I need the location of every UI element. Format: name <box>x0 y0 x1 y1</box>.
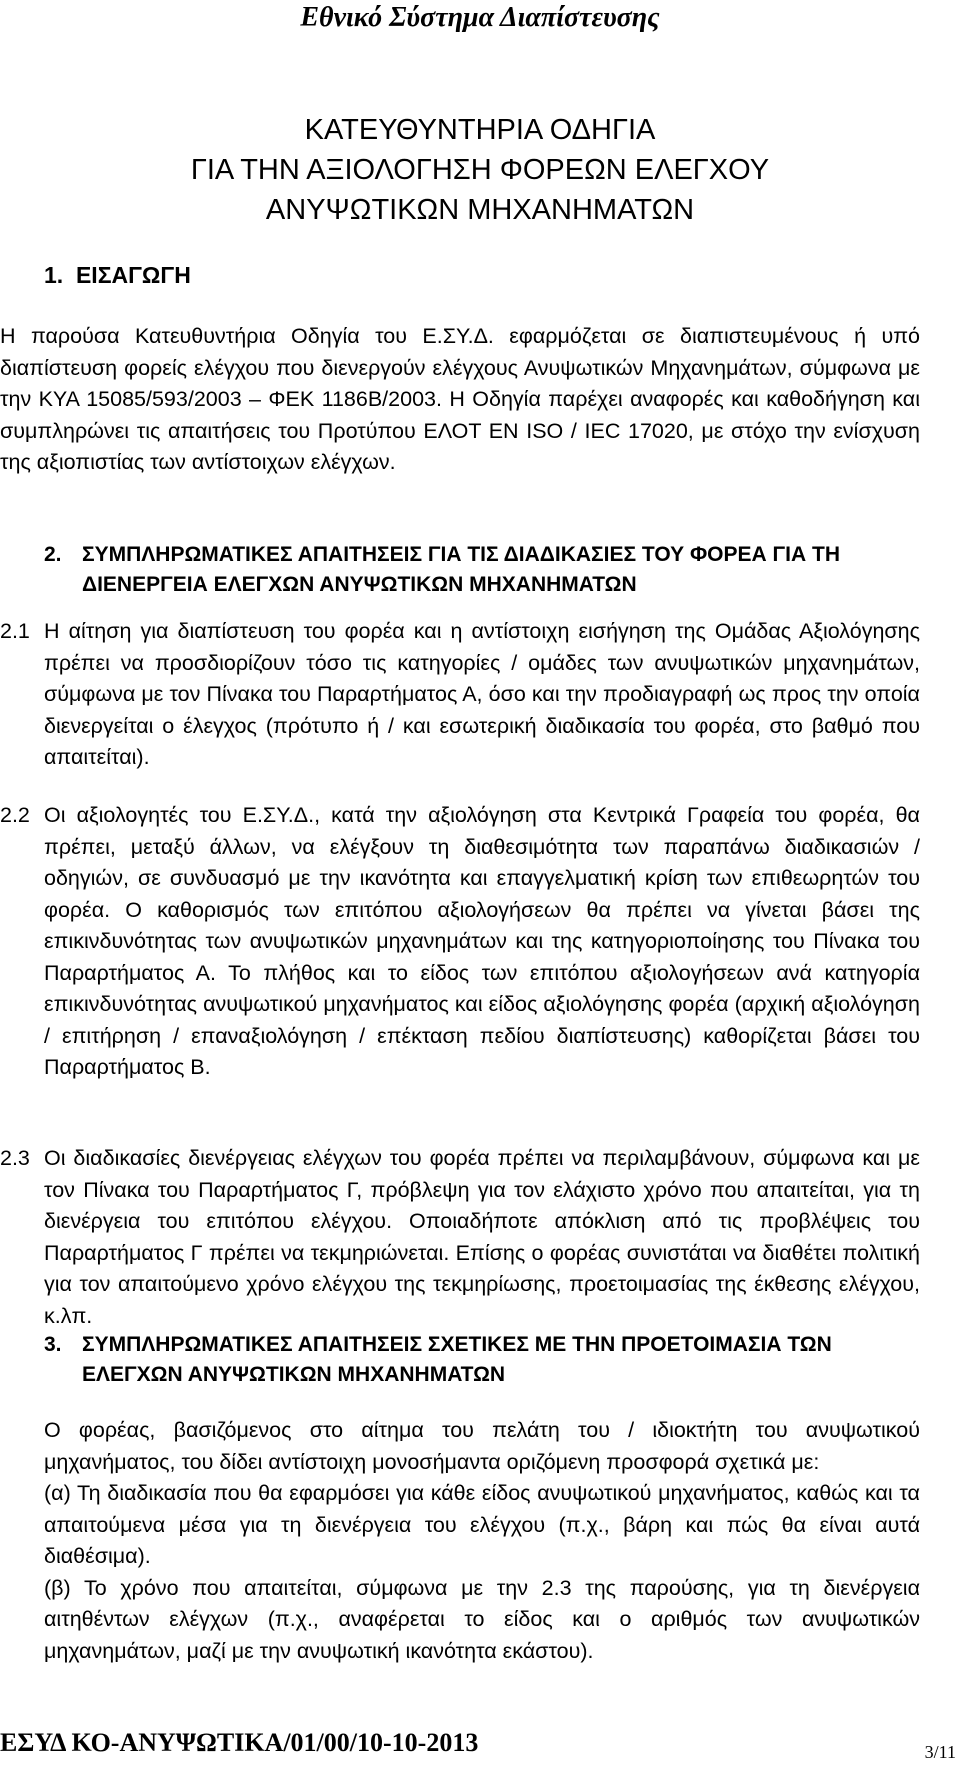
title-line-2: ΓΙΑ ΤΗΝ ΑΞΙΟΛΟΓΗΣΗ ΦΟΡΕΩΝ ΕΛΕΓΧΟΥ <box>190 154 770 186</box>
paragraph-number: 2.2 <box>0 803 30 827</box>
document-title <box>0 110 960 230</box>
section-2-heading <box>44 540 920 600</box>
section-3-body <box>44 1415 920 1667</box>
paragraph-2-3 <box>0 1143 920 1332</box>
page-number: 3/11 <box>924 1742 956 1762</box>
document-code: ΕΣΥΔ ΚΟ-ΑΝΥΨΩΤΙΚΑ/01/00/10-10-2013 <box>0 1728 479 1757</box>
paragraph-text: Η αίτηση για διαπίστευση του φορέα και η αντίστοιχη εισήγηση της Ομάδας Αξιολόγησης πρέπει να προσδιορίζουν τόσο τις κατηγορίες / ομάδες των ανυψωτικών μηχανημάτων, σύμφωνα με τον Πίνακα του Παραρτήματος Α, όσο και την προδιαγραφή ως προς την οποία διενεργείται ο έλεγχος (πρότυπο ή / και εσωτερική διαδικασία του φορέα, στο βαθμό που απαιτείται). <box>44 619 920 769</box>
section-3-item-b: (β) Το χρόνο που απαιτείται, σύμφωνα με την 2.3 της παρούσης, για τη διενέργεια αιτηθέντων ελέγχων (π.χ., αναφέρεται το είδος και ο αριθμός των ανυψωτικών μηχανημάτων, μαζί με την ανυψωτική ικανότητα εκάστου). <box>44 1575 920 1663</box>
section-1-heading: 1. ΕΙΣΑΓΩΓΗ <box>44 262 191 288</box>
section-1-text: Η παρούσα Κατευθυντήρια Οδηγία του Ε.ΣΥ.Δ. εφαρμόζεται σε διαπιστευμένους ή υπό διαπίστευση φορείς ελέγχου που διενεργούν ελέγχους Ανυψωτικών Μηχανημάτων, σύμφωνα με την ΚΥΑ 15085/593/2003 – ΦΕΚ 1186Β/2003. Η Οδηγία παρέχει αναφορές και καθοδήγηση και συμπληρώνει τις απαιτήσεις του Προτύπου ΕΛΟΤ ΕΝ ISO / IEC 17020, με στόχο την ενίσχυση της αξιοπιστίας των αντίστοιχων ελέγχων. <box>0 324 920 474</box>
section-3-number: 3. <box>44 1333 62 1356</box>
paragraph-2-1 <box>0 616 920 774</box>
paragraph-number: 2.3 <box>0 1146 30 1170</box>
title-line-1: ΚΑΤΕΥΘΥΝΤΗΡΙΑ ΟΔΗΓΙΑ <box>304 114 656 146</box>
section-3-heading <box>44 1330 920 1390</box>
title-line-3: ΑΝΥΨΩΤΙΚΩΝ ΜΗΧΑΝΗΜΑΤΩΝ <box>265 194 695 226</box>
section-3-item-a: (α) Τη διαδικασία που θα εφαρμόσει για κάθε είδος ανυψωτικού μηχανήματος, καθώς και τα απαιτούμενα μέσα για τη διενέργεια του ελέγχου (π.χ., βάρη και πώς θα είναι αυτά διαθέσιμα). <box>44 1481 920 1568</box>
organization-header: Εθνικό Σύστημα Διαπίστευσης <box>300 2 660 33</box>
paragraph-number: 2.1 <box>0 619 30 643</box>
paragraph-text: Οι αξιολογητές του Ε.ΣΥ.Δ., κατά την αξιολόγηση στα Κεντρικά Γραφεία του φορέα, θα πρέπει, μεταξύ άλλων, να ελέγξουν τη διαθεσιμότητα των παραπάνω διαδικασιών / οδηγιών, σε συνδυασμό με την ικανότητα και επαγγελματική κρίση των επιθεωρητών του φορέα. Ο καθορισμός των επιτόπου αξιολογήσεων θα πρέπει να γίνεται βάσει της επικινδυνότητας των ανυψωτικών μηχανημάτων και της κατηγοριοποίησης του Πίνακα του Παραρτήματος Α. Το πλήθος και το είδος των επιτόπου αξιολογήσεων ανά κατηγορία επικινδυνότητας ανυψωτικού μηχανήματος και είδος αξιολόγησης φορέα (αρχική αξιολόγηση / επιτήρηση / επαναξιολόγηση / επέκταση πεδίου διαπίστευσης) καθορίζεται βάσει του Παραρτήματος Β. <box>44 803 920 1079</box>
section-2-number: 2. <box>44 543 62 566</box>
paragraph-text: Οι διαδικασίες διενέργειας ελέγχων του φορέα πρέπει να περιλαμβάνουν, σύμφωνα και με τον Πίνακα του Παραρτήματος Γ, πρόβλεψη για τον ελάχιστο χρόνο που απαιτείται, για τη διενέργεια του επιτόπου ελέγχου. Οποιαδήποτε απόκλιση από τις προβλέψεις του Παραρτήματος Γ πρέπει να τεκμηριώνεται. Επίσης ο φορέας συνιστάται να διαθέτει πολιτική για τον απαιτούμενο χρόνο ελέγχου της τεκμηρίωσης, προετοιμασίας της έκθεσης ελέγχου, κ.λπ. <box>44 1146 920 1328</box>
section-3-title: ΣΥΜΠΛΗΡΩΜΑΤΙΚΕΣ ΑΠΑΙΤΗΣΕΙΣ ΣΧΕΤΙΚΕΣ ΜΕ ΤΗΝ ΠΡΟΕΤΟΙΜΑΣΙΑ ΤΩΝ ΕΛΕΓΧΩΝ ΑΝΥΨΩΤΙΚΩΝ ΜΗΧΑΝΗΜΑΤΩΝ <box>82 1333 832 1386</box>
section-2-title: ΣΥΜΠΛΗΡΩΜΑΤΙΚΕΣ ΑΠΑΙΤΗΣΕΙΣ ΓΙΑ ΤΙΣ ΔΙΑΔΙΚΑΣΙΕΣ ΤΟΥ ΦΟΡΕΑ ΓΙΑ ΤΗ ΔΙΕΝΕΡΓΕΙΑ ΕΛΕΓΧΩΝ ΑΝΥΨΩΤΙΚΩΝ ΜΗΧΑΝΗΜΑΤΩΝ <box>82 543 840 596</box>
paragraph-2-2 <box>0 800 920 1084</box>
section-3-intro: Ο φορέας, βασιζόμενος στο αίτημα του πελάτη του / ιδιοκτήτη του ανυψωτικού μηχανήματος, του δίδει αντίστοιχη μονοσήμαντα οριζόμενη προσφορά σχετικά με: <box>44 1418 920 1474</box>
